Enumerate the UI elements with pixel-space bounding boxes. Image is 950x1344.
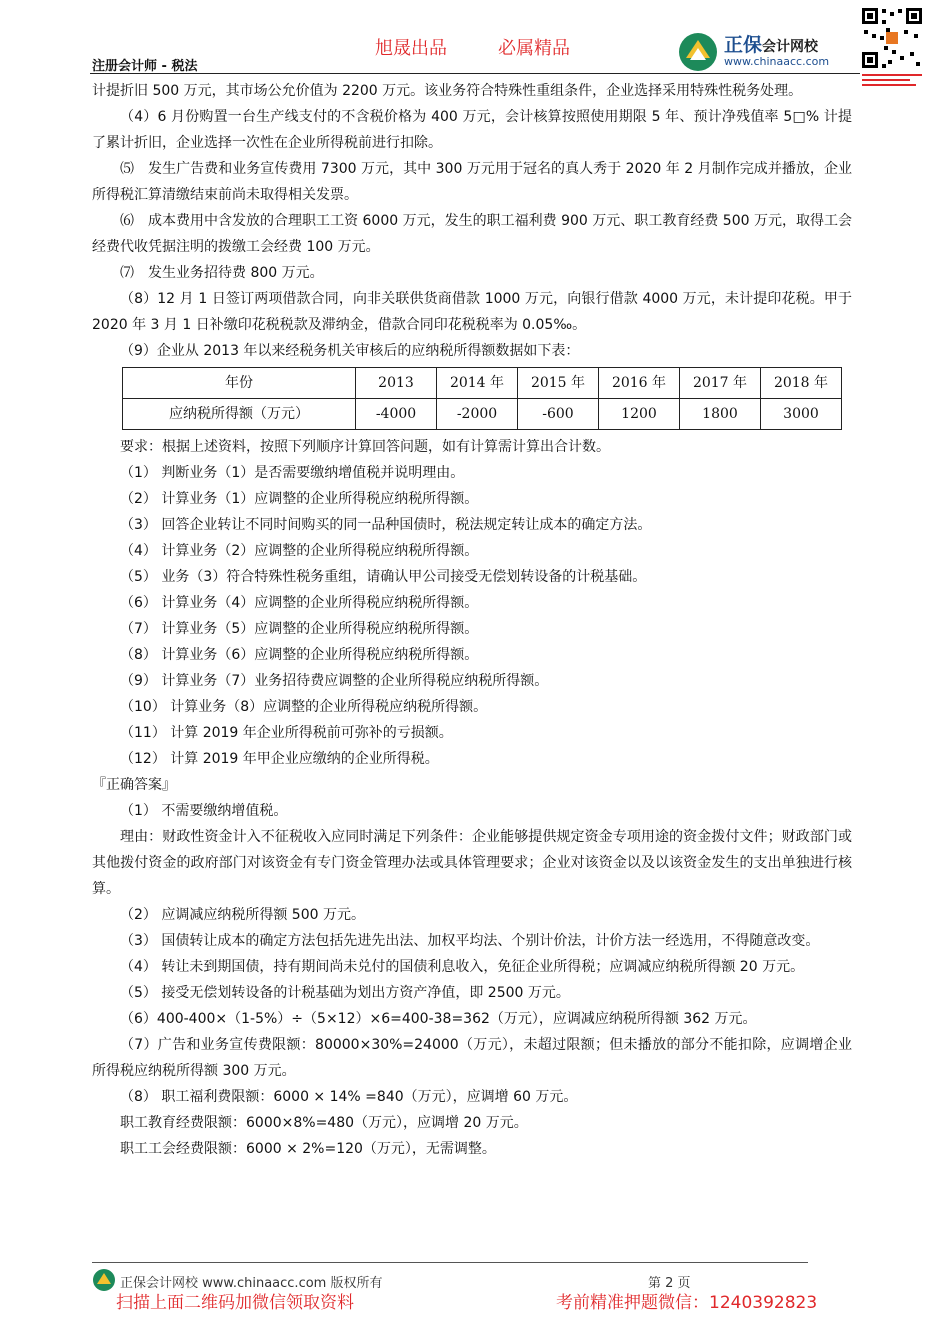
chinaacc-logo — [678, 30, 858, 74]
table-cell: 2013 — [356, 368, 437, 399]
document-body — [92, 78, 852, 1162]
table-cell: 1200 — [599, 399, 680, 430]
answer-item: （6）400-400×（1-5%）÷（5×12）×6=400-38=362（万元），应调减应纳税所得额 362 万元。 — [120, 1011, 757, 1027]
table-cell: 2018 年 — [761, 368, 842, 399]
answer-item: 职工工会经费限额：6000 × 2%=120（万元），无需调整。 — [120, 1141, 496, 1157]
table-cell: 2014 年 — [437, 368, 518, 399]
header-promo-right: 必属精品 — [498, 38, 570, 59]
table-cell: 3000 — [761, 399, 842, 430]
table-cell: 应纳税所得额（万元） — [123, 399, 356, 430]
table-cell: -4000 — [356, 399, 437, 430]
paragraph: 计提折旧 500 万元，其市场公允价值为 2200 万元。该业务符合特殊性重组条件，企业选择采用特殊性税务处理。 — [92, 83, 803, 99]
table-cell: 1800 — [680, 399, 761, 430]
answer-item: （7）广告和业务宣传费限额：80000×30%=24000（万元），未超过限额；但未播放的部分不能扣除，应调增企业所得税应纳税所得额 300 万元。 — [92, 1037, 852, 1079]
answer-item: （4） 转让未到期国债，持有期间尚未兑付的国债利息收入，免征企业所得税；应调减应纳税所得额 20 万元。 — [120, 959, 805, 975]
paragraph: ⑹ 成本费用中含发放的合理职工工资 6000 万元，发生的职工福利费 900 万元、职工教育经费 500 万元，取得工会经费代收凭据注明的拨缴工会经费 100 万元。 — [92, 213, 852, 255]
logo-url: www.chinaacc.com — [724, 55, 830, 68]
question-item: （12） 计算 2019 年甲企业应缴纳的企业所得税。 — [120, 751, 439, 767]
answer-item: （5） 接受无偿划转设备的计税基础为划出方资产净值，即 2500 万元。 — [120, 985, 570, 1001]
answer-item: （1） 不需要缴纳增值税。 — [120, 803, 288, 819]
header-divider — [90, 73, 860, 74]
footer-logo-icon — [92, 1268, 116, 1292]
question-item: （8） 计算业务（6）应调整的企业所得税应纳税所得额。 — [120, 647, 479, 663]
table-cell: -2000 — [437, 399, 518, 430]
question-item: （11） 计算 2019 年企业所得税前可弥补的亏损额。 — [120, 725, 453, 741]
paragraph: （9）企业从 2013 年以来经税务机关审核后的应纳税所得额数据如下表： — [120, 343, 580, 359]
paragraph: （4）6 月份购置一台生产线支付的不含税价格为 400 万元，会计核算按照使用期限 5 年、预计净残值率 5□% 计提了累计折旧，企业选择一次性在企业所得税前进行扣除。 — [92, 109, 852, 151]
footer-copyright: 正保会计网校 www.chinaacc.com 版权所有 — [120, 1276, 383, 1291]
page-header — [0, 0, 950, 90]
header-promo-left: 旭晟出品 — [375, 38, 447, 59]
requirement-intro: 要求：根据上述资料，按照下列顺序计算回答问题，如有计算需计算出合计数。 — [120, 439, 610, 455]
question-item: （2） 计算业务（1）应调整的企业所得税应纳税所得额。 — [120, 491, 479, 507]
paragraph: （8）12 月 1 日签订两项借款合同，向非关联供货商借款 1000 万元，向银行借款 4000 万元，未计提印花税。甲于 2020 年 3 月 1 日补缴印花税税款及滞纳金，借款合同印花税税率为 0.05‰。 — [92, 291, 852, 333]
paragraph: ⑸ 发生广告费和业务宣传费用 7300 万元，其中 300 万元用于冠名的真人秀于 2020 年 2 月制作完成并播放，企业所得税汇算清缴结束前尚未取得相关发票。 — [92, 161, 852, 203]
answer-item: （8） 职工福利费限额：6000 × 14% =840（万元），应调增 60 万元。 — [120, 1089, 578, 1105]
table-cell: 2015 年 — [518, 368, 599, 399]
question-item: （7） 计算业务（5）应调整的企业所得税应纳税所得额。 — [120, 621, 479, 637]
question-item: （6） 计算业务（4）应调整的企业所得税应纳税所得额。 — [120, 595, 479, 611]
footer-promo-right: 考前精准押题微信：1240392823 — [556, 1293, 818, 1313]
subject-title: 注册会计师 - 税法 — [92, 59, 198, 74]
question-item: （4） 计算业务（2）应调整的企业所得税应纳税所得额。 — [120, 543, 479, 559]
footer-promo-left: 扫描上面二维码加微信领取资料 — [116, 1293, 354, 1313]
qr-code-icon — [860, 6, 924, 88]
question-item: （9） 计算业务（7）业务招待费应调整的企业所得税应纳税所得额。 — [120, 673, 549, 689]
logo-name: 正保会计网校 — [724, 34, 819, 56]
taxable-income-table — [122, 367, 842, 430]
table-cell: -600 — [518, 399, 599, 430]
answer-heading: 『正确答案』 — [92, 777, 176, 793]
footer-divider — [92, 1262, 808, 1263]
logo-mark-icon — [678, 32, 718, 72]
answer-item: 职工教育经费限额：6000×8%=480（万元），应调增 20 万元。 — [120, 1115, 528, 1131]
table-row — [123, 399, 842, 430]
table-cell: 2016 年 — [599, 368, 680, 399]
table-cell: 年份 — [123, 368, 356, 399]
page-number: 第 2 页 — [648, 1276, 691, 1291]
table-cell: 2017 年 — [680, 368, 761, 399]
answer-item: （3） 国债转让成本的确定方法包括先进先出法、加权平均法、个别计价法，计价方法一经选用，不得随意改变。 — [120, 933, 820, 949]
question-item: （3） 回答企业转让不同时间购买的同一品种国债时，税法规定转让成本的确定方法。 — [120, 517, 652, 533]
paragraph: ⑺ 发生业务招待费 800 万元。 — [120, 265, 324, 281]
answer-item: （2） 应调减应纳税所得额 500 万元。 — [120, 907, 365, 923]
question-item: （10） 计算业务（8）应调整的企业所得税应纳税所得额。 — [120, 699, 488, 715]
question-item: （1） 判断业务（1）是否需要缴纳增值税并说明理由。 — [120, 465, 465, 481]
table-header-row — [123, 368, 842, 399]
answer-reason: 理由：财政性资金计入不征税收入应同时满足下列条件：企业能够提供规定资金专项用途的资金拨付文件；财政部门或其他拨付资金的政府部门对该资金有专门资金管理办法或具体管理要求；企业对该资金以及以该资金发生的支出单独进行核算。 — [92, 829, 852, 897]
question-item: （5） 业务（3）符合特殊性税务重组，请确认甲公司接受无偿划转设备的计税基础。 — [120, 569, 647, 585]
